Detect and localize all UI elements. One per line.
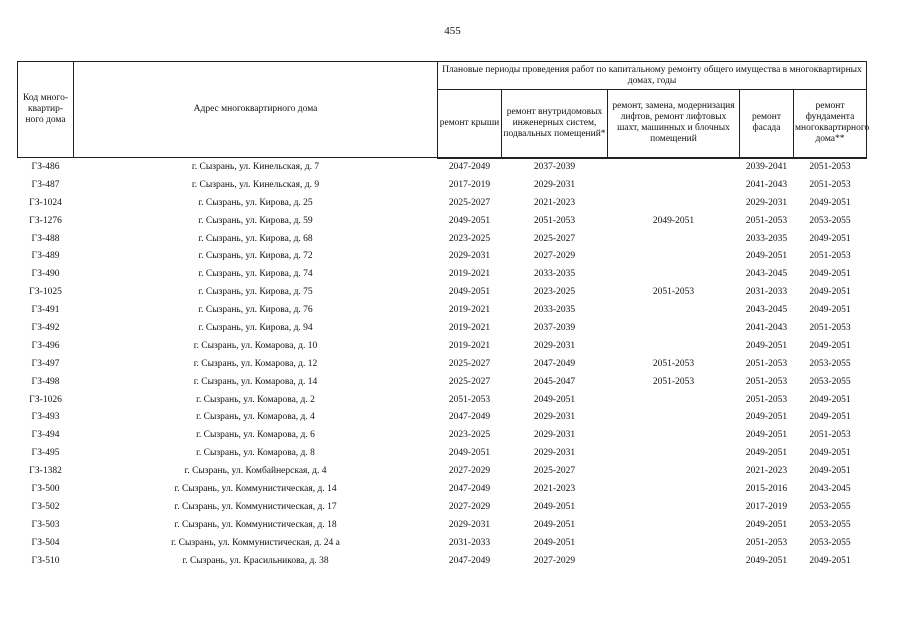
cell-code: ГЗ-503	[31, 519, 60, 530]
table-row	[18, 409, 867, 427]
cell-roof: 2025-2027	[448, 358, 491, 369]
cell-facade: 2015-2016	[745, 483, 788, 494]
cell-lifts	[608, 391, 740, 409]
cell-facade: 2049-2051	[745, 430, 788, 441]
cell-facade: 2051-2053	[745, 537, 788, 548]
table-row	[18, 445, 867, 463]
cell-facade: 2017-2019	[745, 501, 788, 512]
cell-facade: 2033-2035	[745, 233, 788, 244]
cell-lifts	[608, 230, 740, 248]
cell-code: ГЗ-490	[31, 269, 60, 280]
cell-foundation: 2049-2051	[809, 412, 851, 423]
cell-code: ГЗ-1382	[29, 466, 62, 477]
cell-address: г. Сызрань, ул. Комарова, д. 10	[193, 340, 318, 351]
cell-foundation: 2049-2051	[809, 466, 851, 477]
cell-facade: 2043-2045	[745, 305, 788, 316]
table-row	[18, 248, 867, 266]
cell-foundation: 2051-2053	[809, 430, 851, 441]
table-row	[18, 391, 867, 409]
cell-code: ГЗ-491	[31, 305, 60, 316]
cell-facade: 2031-2033	[745, 287, 788, 298]
cell-systems: 2029-2031	[533, 448, 576, 459]
cell-foundation: 2049-2051	[809, 197, 851, 208]
cell-code: ГЗ-497	[31, 358, 60, 369]
cell-facade: 2051-2053	[745, 215, 788, 226]
cell-lifts: 2051-2053	[652, 358, 695, 369]
cell-lifts	[608, 445, 740, 463]
cell-lifts	[608, 516, 740, 534]
cell-address: г. Сызрань, ул. Кинельская, д. 9	[191, 179, 320, 190]
cell-address: г. Сызрань, ул. Комарова, д. 12	[193, 358, 318, 369]
cell-roof: 2027-2029	[448, 466, 491, 477]
cell-address: г. Сызрань, ул. Кирова, д. 75	[198, 287, 313, 298]
cell-systems: 2049-2051	[533, 537, 576, 548]
cell-code: ГЗ-1025	[29, 287, 62, 298]
cell-address: г. Сызрань, ул. Кирова, д. 25	[198, 197, 313, 208]
cell-foundation: 2043-2045	[809, 483, 851, 494]
cell-code: ГЗ-486	[31, 161, 60, 172]
cell-systems: 2021-2023	[533, 483, 576, 494]
cell-address: г. Сызрань, ул. Комарова, д. 8	[196, 448, 315, 459]
table-row	[18, 355, 867, 373]
cell-roof: 2051-2053	[448, 394, 491, 405]
cell-code: ГЗ-487	[31, 179, 60, 190]
cell-address: г. Сызрань, ул. Коммунистическая, д. 18	[174, 519, 337, 530]
cell-lifts	[608, 302, 740, 320]
cell-lifts	[608, 534, 740, 552]
cell-address: г. Сызрань, ул. Комарова, д. 14	[193, 376, 318, 387]
cell-foundation: 2049-2051	[809, 233, 851, 244]
cell-facade: 2051-2053	[745, 394, 788, 405]
cell-facade: 2051-2053	[745, 358, 788, 369]
cell-facade: 2041-2043	[745, 322, 788, 333]
cell-lifts	[608, 409, 740, 427]
cell-code: ГЗ-489	[31, 251, 60, 262]
cell-facade: 2049-2051	[745, 340, 788, 351]
cell-roof: 2019-2021	[448, 305, 491, 316]
table-row	[18, 498, 867, 516]
cell-code: ГЗ-494	[31, 430, 60, 441]
cell-facade: 2041-2043	[745, 179, 788, 190]
cell-address: г. Сызрань, ул. Кирова, д. 68	[198, 233, 313, 244]
cell-foundation: 2051-2053	[809, 179, 851, 190]
cell-facade: 2043-2045	[745, 269, 788, 280]
cell-address: г. Сызрань, ул. Комарова, д. 2	[196, 394, 315, 405]
cell-roof: 2023-2025	[448, 233, 491, 244]
cell-roof: 2019-2021	[448, 340, 491, 351]
header-lifts: ремонт, замена, модернизация лифтов, ремонт лифтовых шахт, машинных и блочных помещений	[608, 90, 740, 158]
cell-foundation: 2049-2051	[809, 394, 851, 405]
cell-facade: 2051-2053	[745, 376, 788, 387]
cell-systems: 2033-2035	[533, 305, 576, 316]
page-number: 455	[444, 25, 461, 37]
cell-address: г. Сызрань, ул. Коммунистическая, д. 24 а	[171, 537, 340, 548]
cell-foundation: 2053-2055	[809, 537, 851, 548]
cell-foundation: 2053-2055	[809, 358, 851, 369]
cell-code: ГЗ-502	[31, 501, 60, 512]
cell-lifts	[608, 481, 740, 499]
cell-roof: 2047-2049	[448, 483, 491, 494]
cell-roof: 2049-2051	[448, 215, 491, 226]
table-row	[18, 212, 867, 230]
cell-systems: 2025-2027	[533, 233, 576, 244]
cell-systems: 2049-2051	[533, 519, 576, 530]
table-row	[18, 266, 867, 284]
cell-code: ГЗ-1026	[29, 394, 62, 405]
cell-lifts: 2051-2053	[652, 376, 695, 387]
cell-lifts	[608, 248, 740, 266]
cell-roof: 2027-2029	[448, 501, 491, 512]
cell-address: г. Сызрань, ул. Комарова, д. 4	[196, 412, 315, 423]
cell-systems: 2049-2051	[533, 501, 576, 512]
header-address: Адрес многоквартирного дома	[74, 62, 438, 158]
cell-foundation: 2053-2055	[809, 376, 851, 387]
table-row	[18, 516, 867, 534]
cell-lifts: 2049-2051	[652, 215, 695, 226]
cell-foundation: 2053-2055	[809, 215, 851, 226]
cell-lifts	[608, 176, 740, 194]
cell-systems: 2029-2031	[533, 430, 576, 441]
cell-address: г. Сызрань, ул. Кирова, д. 76	[198, 305, 313, 316]
cell-roof: 2029-2031	[448, 519, 491, 530]
cell-roof: 2047-2049	[448, 412, 491, 423]
cell-facade: 2049-2051	[745, 251, 788, 262]
table-row	[18, 427, 867, 445]
cell-facade: 2049-2051	[745, 412, 788, 423]
cell-facade: 2049-2051	[745, 448, 788, 459]
cell-facade: 2049-2051	[745, 555, 788, 566]
cell-foundation: 2053-2055	[809, 501, 851, 512]
cell-foundation: 2049-2051	[809, 340, 851, 351]
cell-address: г. Сызрань, ул. Кинельская, д. 7	[191, 161, 320, 172]
table-row	[18, 463, 867, 481]
cell-systems: 2033-2035	[533, 269, 576, 280]
cell-code: ГЗ-510	[31, 555, 60, 566]
table-row	[18, 320, 867, 338]
header-foundation: ремонт фундамента многоквартирного дома**	[794, 90, 867, 158]
cell-roof: 2049-2051	[448, 287, 491, 298]
header-code: Код много-квартир-ного дома	[18, 62, 74, 158]
cell-lifts	[608, 320, 740, 338]
cell-code: ГЗ-504	[31, 537, 60, 548]
cell-facade: 2029-2031	[745, 197, 788, 208]
cell-code: ГЗ-493	[31, 412, 60, 423]
cell-address: г. Сызрань, ул. Коммунистическая, д. 14	[174, 483, 337, 494]
cell-systems: 2045-2047	[533, 376, 576, 387]
cell-lifts: 2051-2053	[652, 287, 695, 298]
cell-systems: 2027-2029	[533, 251, 576, 262]
cell-systems: 2049-2051	[533, 394, 576, 405]
cell-roof: 2047-2049	[448, 555, 491, 566]
cell-code: ГЗ-492	[31, 322, 60, 333]
cell-foundation: 2049-2051	[809, 305, 851, 316]
cell-lifts	[608, 427, 740, 445]
cell-roof: 2023-2025	[448, 430, 491, 441]
table-row	[18, 230, 867, 248]
cell-address: г. Сызрань, ул. Кирова, д. 94	[198, 322, 313, 333]
cell-facade: 2021-2023	[745, 466, 788, 477]
cell-address: г. Сызрань, ул. Кирова, д. 72	[198, 251, 313, 262]
table-row	[18, 284, 867, 302]
table-row	[18, 194, 867, 212]
cell-systems: 2047-2049	[533, 358, 576, 369]
table-row	[18, 373, 867, 391]
cell-systems: 2029-2031	[533, 179, 576, 190]
table-row	[18, 176, 867, 194]
cell-code: ГЗ-498	[31, 376, 60, 387]
cell-facade: 2049-2051	[745, 519, 788, 530]
table-row	[18, 552, 867, 570]
cell-lifts	[608, 337, 740, 355]
header-planned-periods: Плановые периоды проведения работ по капитальному ремонту общего имущества в многоквартирных домах, годы	[438, 62, 867, 90]
cell-address: г. Сызрань, ул. Кирова, д. 74	[198, 269, 313, 280]
cell-roof: 2049-2051	[448, 448, 491, 459]
cell-lifts	[608, 463, 740, 481]
cell-roof: 2029-2031	[448, 251, 491, 262]
cell-lifts	[608, 194, 740, 212]
cell-code: ГЗ-488	[31, 233, 60, 244]
cell-systems: 2029-2031	[533, 340, 576, 351]
cell-lifts	[608, 552, 740, 570]
cell-foundation: 2049-2051	[809, 287, 851, 298]
cell-address: г. Сызрань, ул. Комарова, д. 6	[196, 430, 315, 441]
cell-roof: 2031-2033	[448, 537, 491, 548]
cell-systems: 2029-2031	[533, 412, 576, 423]
cell-systems: 2023-2025	[533, 287, 576, 298]
cell-foundation: 2051-2053	[809, 161, 851, 172]
cell-foundation: 2051-2053	[809, 251, 851, 262]
header-roof: ремонт крыши	[438, 90, 502, 158]
table-body	[18, 158, 867, 570]
table-row	[18, 481, 867, 499]
cell-foundation: 2049-2051	[809, 269, 851, 280]
table-row	[18, 534, 867, 552]
cell-code: ГЗ-1276	[29, 215, 62, 226]
cell-lifts	[608, 498, 740, 516]
cell-code: ГЗ-496	[31, 340, 60, 351]
cell-roof: 2025-2027	[448, 197, 491, 208]
cell-foundation: 2049-2051	[809, 448, 851, 459]
repair-schedule-table	[17, 61, 870, 570]
cell-facade: 2039-2041	[745, 161, 788, 172]
cell-address: г. Сызрань, ул. Комбайнерская, д. 4	[184, 466, 327, 477]
cell-systems: 2051-2053	[533, 215, 576, 226]
cell-systems: 2027-2029	[533, 555, 576, 566]
cell-systems: 2037-2039	[533, 322, 576, 333]
cell-address: г. Сызрань, ул. Красильникова, д. 38	[182, 555, 329, 566]
header-facade: ремонт фасада	[740, 90, 794, 158]
header-systems: ремонт внутридомовых инженерных систем, подвальных помещений*	[502, 90, 608, 158]
table-row	[18, 158, 867, 177]
cell-foundation: 2051-2053	[809, 322, 851, 333]
table-row	[18, 302, 867, 320]
cell-roof: 2019-2021	[448, 269, 491, 280]
cell-code: ГЗ-500	[31, 483, 60, 494]
cell-code: ГЗ-1024	[29, 197, 62, 208]
cell-systems: 2025-2027	[533, 466, 576, 477]
cell-foundation: 2053-2055	[809, 519, 851, 530]
cell-roof: 2019-2021	[448, 322, 491, 333]
cell-foundation: 2049-2051	[809, 555, 851, 566]
cell-lifts	[608, 158, 740, 177]
cell-address: г. Сызрань, ул. Кирова, д. 59	[198, 215, 313, 226]
cell-roof: 2017-2019	[448, 179, 491, 190]
cell-systems: 2037-2039	[533, 161, 576, 172]
cell-roof: 2025-2027	[448, 376, 491, 387]
cell-roof: 2047-2049	[448, 161, 491, 172]
cell-systems: 2021-2023	[533, 197, 576, 208]
cell-address: г. Сызрань, ул. Коммунистическая, д. 17	[174, 501, 337, 512]
cell-lifts	[608, 266, 740, 284]
table-row	[18, 337, 867, 355]
cell-code: ГЗ-495	[31, 448, 60, 459]
